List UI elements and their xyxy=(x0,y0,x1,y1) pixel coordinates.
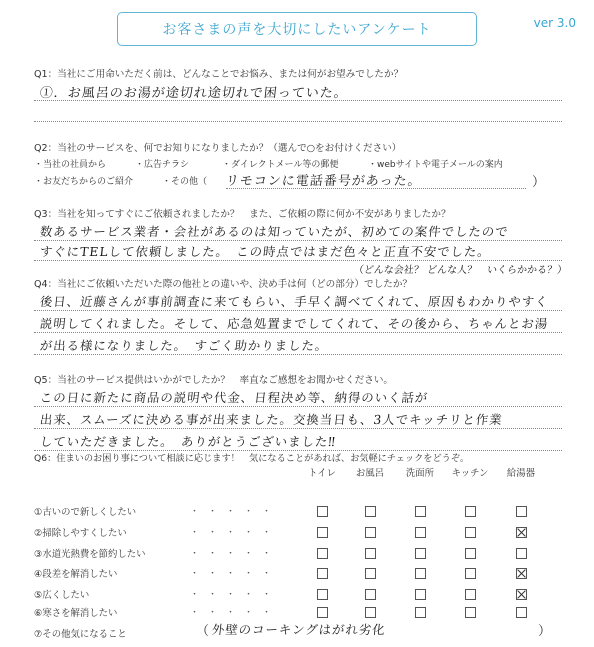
q6-checkbox-トイレ[interactable] xyxy=(317,568,328,579)
q6-checkbox-給湯器[interactable] xyxy=(516,506,527,517)
q2-option-flyer: ・広告チラシ xyxy=(135,160,190,170)
q3-answer-line-1: 数あるサービス業者・会社があるのは知っていたが、初めての案件でしたので xyxy=(39,224,510,239)
q3-answer-line-2: すぐにTELして依頼しました。 この時点ではまだ色々と正直不安でした。 xyxy=(39,244,492,259)
q1-question: Q1：当社にご用命いただく前は、どんなことでお悩み、または何がお望みでしたか？ xyxy=(34,69,404,80)
q6-row-leader-dots: ・・・・・ xyxy=(190,608,281,618)
q6-col-kitchen: キッチン xyxy=(451,468,489,479)
q6-col-bath: お風呂 xyxy=(355,468,385,479)
q2-other-answer: リモコンに電話番号があった。 xyxy=(225,174,423,189)
q6-checkbox-お風呂[interactable] xyxy=(365,506,376,517)
q6-row-leader-dots: ・・・・・ xyxy=(190,569,281,579)
q6-row-label: ②掃除しやすくしたい xyxy=(34,528,127,539)
q4-answer-line-1: 後日、近藤さんが事前調査に来てもらい、手早く調べてくれて、原因もわかりやすく xyxy=(39,294,550,309)
q6-row-label: ⑤広くしたい xyxy=(34,590,90,601)
q4-answer-rule-1 xyxy=(34,310,562,311)
q6-checkbox-洗面所[interactable] xyxy=(415,568,426,579)
survey-title-box xyxy=(117,12,477,46)
q6-col-water-heater: 給湯器 xyxy=(506,468,536,479)
q6-checkbox-トイレ[interactable] xyxy=(317,548,328,559)
q6-checkbox-お風呂[interactable] xyxy=(365,568,376,579)
q5-answer-line-2: 出来、スムーズに決める事が出来ました。交換当日も、3人でキッチリと作業 xyxy=(39,412,504,427)
q2-option-web: ・webサイトや電子メールの案内 xyxy=(368,160,503,170)
q2-question: Q2：当社のサービスを、何でお知りになりましたか？（選んで○をお付けください） xyxy=(34,143,402,154)
q5-answer-rule-1 xyxy=(34,406,562,407)
q4-question: Q4：当社にご依頼いただいた際の他社との違いや、決め手は何（どの部分）でしたか？ xyxy=(34,279,413,290)
q6-checkbox-キッチン[interactable] xyxy=(465,527,476,538)
q6-question: Q6：住まいのお困り事について相談に応じます！ 気になることがあれば、お気軽にチェックをどうぞ。 xyxy=(34,453,470,464)
q6-other-close-paren: ） xyxy=(538,624,552,639)
q6-checkbox-キッチン[interactable] xyxy=(465,548,476,559)
q6-checkbox-トイレ[interactable] xyxy=(317,589,328,600)
q6-checkbox-お風呂[interactable] xyxy=(365,527,376,538)
q6-row-label: ④段差を解消したい xyxy=(34,569,118,580)
q2-other-line xyxy=(226,188,526,189)
q2-option-direct-mail: ・ダイレクトメール等の郵便 xyxy=(222,160,339,170)
q6-checkbox-洗面所[interactable] xyxy=(415,607,426,618)
q6-checkbox-給湯器[interactable] xyxy=(516,589,527,600)
q6-other-open-paren: （ xyxy=(196,624,210,639)
q4-answer-rule-3 xyxy=(34,354,562,355)
q2-option-staff: ・当社の社員から xyxy=(34,160,107,170)
q6-checkbox-トイレ[interactable] xyxy=(317,527,328,538)
q6-checkbox-トイレ[interactable] xyxy=(317,607,328,618)
q2-close-paren: ） xyxy=(532,175,546,190)
q6-checkbox-給湯器[interactable] xyxy=(516,568,527,579)
q4-answer-line-2: 説明してくれました。そして、応急処置までしてくれて、その後から、ちゃんとお湯 xyxy=(39,316,550,331)
q6-checkbox-洗面所[interactable] xyxy=(415,589,426,600)
q6-checkbox-給湯器[interactable] xyxy=(516,548,527,559)
q3-question: Q3：当社を知ってすぐにご依頼されましたか？ また、ご依頼の際に何か不安がありましたか？ xyxy=(34,209,451,220)
q1-answer: ①．お風呂のお湯が途切れ途切れで困っていた。 xyxy=(39,86,349,101)
q6-col-washroom: 洗面所 xyxy=(405,468,435,479)
q6-checkbox-給湯器[interactable] xyxy=(516,527,527,538)
q6-checkbox-お風呂[interactable] xyxy=(365,607,376,618)
q6-checkbox-キッチン[interactable] xyxy=(465,589,476,600)
q6-col-toilet: トイレ xyxy=(308,468,336,479)
q2-option-other: ・その他（ xyxy=(162,177,208,187)
q6-other-answer: 外壁のコーキングはがれ劣化 xyxy=(211,622,387,637)
q6-checkbox-洗面所[interactable] xyxy=(415,527,426,538)
q6-row-label: ①古いので新しくしたい xyxy=(34,507,137,518)
q6-checkbox-洗面所[interactable] xyxy=(415,548,426,559)
q6-checkbox-キッチン[interactable] xyxy=(465,607,476,618)
q6-row-leader-dots: ・・・・・ xyxy=(190,528,281,538)
q6-checkbox-お風呂[interactable] xyxy=(365,548,376,559)
q5-answer-rule-2 xyxy=(34,428,562,429)
q2-option-friend: ・お友だちからのご紹介 xyxy=(34,177,134,187)
q3-annotation: （どんな会社？ どんな人？ いくらかかる？） xyxy=(353,265,568,276)
q6-checkbox-トイレ[interactable] xyxy=(317,506,328,517)
survey-title: お客さまの声を大切にしたいアンケート xyxy=(162,22,432,38)
q6-row-leader-dots: ・・・・・ xyxy=(190,549,281,559)
q6-other-label: ⑦その他気になること xyxy=(34,629,127,640)
q6-checkbox-キッチン[interactable] xyxy=(465,506,476,517)
q6-row-leader-dots: ・・・・・ xyxy=(190,590,281,600)
q5-answer-line-1: この日に新たに商品の説明や代金、日程決め等、納得のいく話が xyxy=(39,390,430,405)
q1-answer-line-2 xyxy=(34,121,562,122)
q4-answer-line-3: が出る様になりました。 すごく助かりました。 xyxy=(39,338,330,353)
q3-answer-line xyxy=(34,240,562,241)
q4-answer-rule-2 xyxy=(34,332,562,333)
q6-checkbox-お風呂[interactable] xyxy=(365,589,376,600)
q6-row-label: ⑥寒さを解消したい xyxy=(34,608,118,619)
q5-question: Q5：当社のサービス提供はいかがでしたか？ 率直なご感想をお聞かせください。 xyxy=(34,375,394,386)
q1-answer-line xyxy=(34,100,562,101)
q5-answer-line-3: していただきました。 ありがとうございました‼ xyxy=(39,434,337,449)
q6-checkbox-洗面所[interactable] xyxy=(415,506,426,517)
q6-checkbox-キッチン[interactable] xyxy=(465,568,476,579)
q6-row-leader-dots: ・・・・・ xyxy=(190,507,281,517)
q6-checkbox-給湯器[interactable] xyxy=(516,607,527,618)
version-label: ver 3.0 xyxy=(533,16,576,30)
q6-row-label: ③水道光熱費を節約したい xyxy=(34,549,146,560)
